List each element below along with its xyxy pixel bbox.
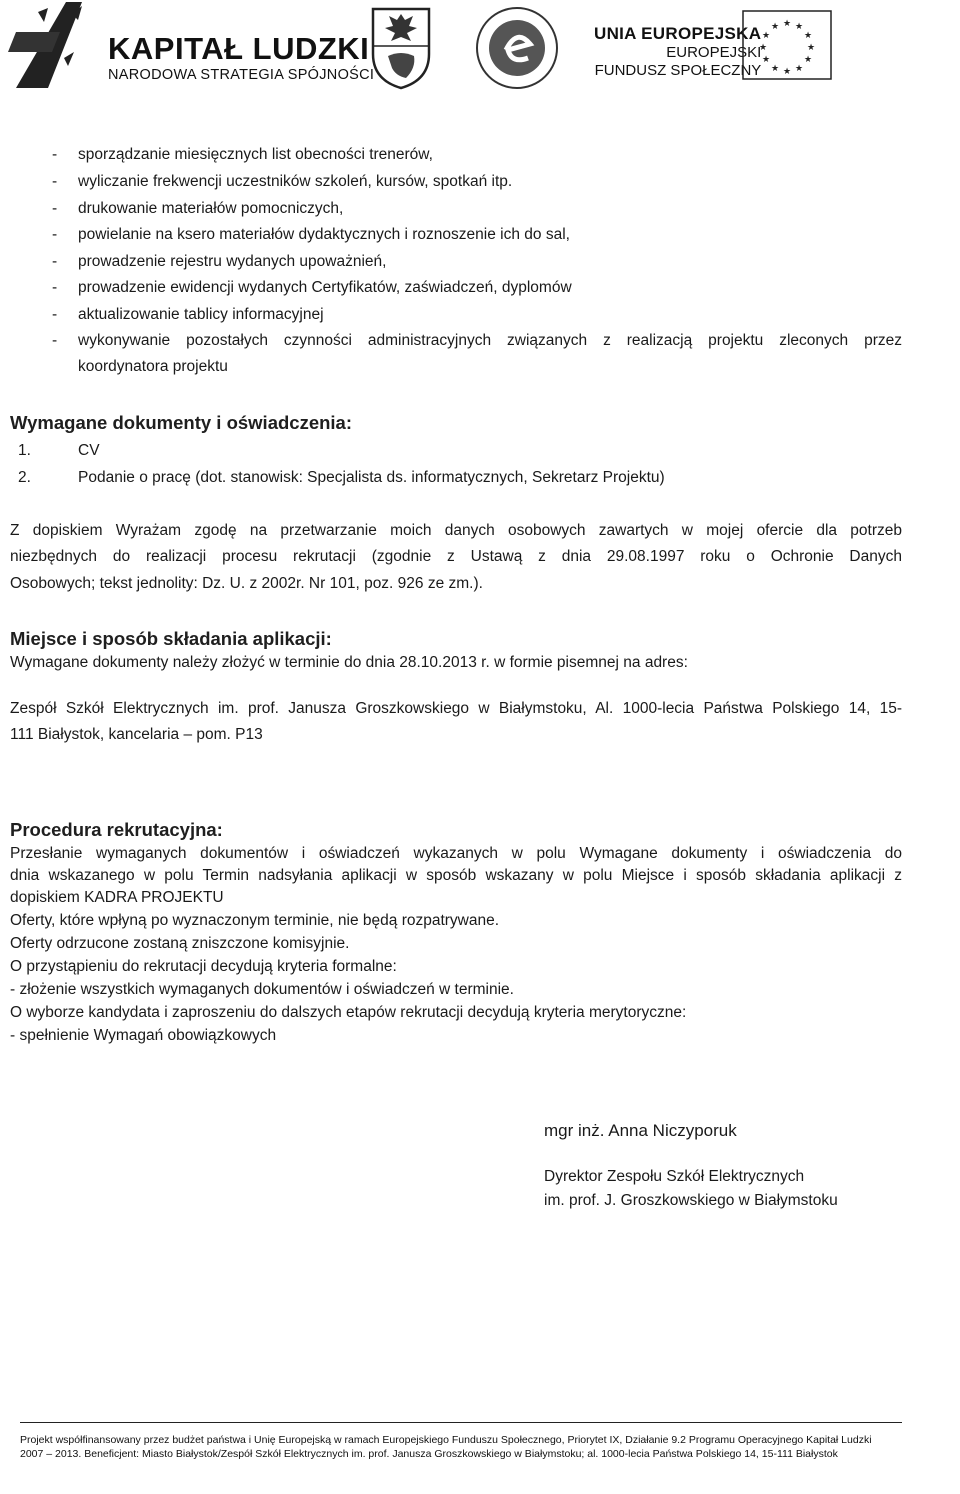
- svg-text:★: ★: [794, 21, 804, 31]
- svg-text:★: ★: [761, 30, 771, 40]
- logo-title: KAPITAŁ LUDZKI: [108, 31, 370, 66]
- footer-line: 2007 – 2013. Beneficjent: Miasto Białystok/Zespół Szkół Elektrycznych im. prof. Janusza Groszkowskiego w Białymstoku; al. 1000-lecia Państwa Polskiego 14, 15-111 Białystok: [20, 1448, 838, 1460]
- svg-text:★: ★: [803, 54, 813, 64]
- signatory-role: im. prof. J. Groszkowskiego w Białymstoku: [544, 1192, 838, 1209]
- svg-text:★: ★: [803, 30, 813, 40]
- document-page: KAPITAŁ LUDZKI NARODOWA STRATEGIA SPÓJNOŚCI UNIA EUROPEJSKA EUROPEJSKI FUNDUSZ SPOŁECZNY ★ ★ ★ ★ ★ ★ ★ ★ ★ ★ ★ ★ - sporządzanie miesięcznych list obecności trenerów, - wyliczanie frekwencji uczestników szkoleń, kursów, spotkań itp. - drukowanie materiałów pomocniczych, - powielanie na ksero materiałów dydaktycznych i roznoszenie ich do sal, - prowadzenie rejestru wydanych upoważnień, - prowadzenie ewidencji wydanych Certyfikatów, zaświadczeń, dyplomów - aktualizowanie tablicy informacyjnej - wykonywanie pozostałych czynności administracyjnych związanych z realizacją projektu zleconych przez koordynatora projektu Wymagane dokumenty i oświadczenia: 1. CV 2. Podanie o pracę (dot. stanowisk: Specjalista ds. informatycznych, Sekretarz Projektu) Z dopiskiem Wyrażam zgodę na przetwarzanie moich danych osobowych zawartych w mojej ofercie dla potrzeb niezbędnych do realizacji procesu rekrutacji (zgodnie z Ustawą z dnia 29.08.1997 roku o Ochronie Danych Osobowych; tekst jednolity: Dz. U. z 2002r. Nr 101, poz. 926 ze zm.). Miejsce i sposób składania aplikacji: Wymagane dokumenty należy złożyć w terminie do dnia 28.10.2013 r. w formie pisemnej na adres: Zespół Szkół Elektrycznych im. prof. Janusza Groszkowskiego w Białymstoku, Al. 1000-lecia Państwa Polskiego 14, 15- 111 Białystok, kancelaria – pom. P13 Procedura rekrutacyjna: Przesłanie wymaganych dokumentów i oświadczeń wykazanych w polu Wymagane dokumenty i oświadczenia do dnia wskazanego w polu Termin nadsyłania aplikacji w sposób wskazany w polu Miejsce i sposób składania aplikacji z dopiskiem KADRA PROJEKTU Oferty, które wpłyną po wyznaczonym terminie, nie będą rozpatrywane. Oferty odrzucone zostaną zniszczone komisyjnie. O przystąpieniu do rekrutacji decydują kryteria formalne: - złożenie wszystkich wymaganych dokumentów i oświadczeń w terminie. O wyborze kandydata i zaproszeniu do dalszych etapów rekrutacji decydują kryteria merytoryczne: - spełnienie Wymagań obowiązkowych mgr inż. Anna Niczyporuk Dyrektor Zespołu Szkół Elektrycznych im. prof. J. Groszkowskiego w Białymstoku Projekt współfinansowany przez budżet państwa i Unię Europejską w ramach Europejskiego Funduszu Społecznego, Priorytet IX, Działanie 9.2 Programu Operacyjnego Kapitał Ludzki 2007 – 2013. Beneficjent: Miasto Białystok/Zespół Szkół Elektrycznych im. prof. Janusza Groszkowskiego w Białymstoku; al. 1000-lecia Państwa Polskiego 14, 15-111 Białystok: [0, 0, 960, 1494]
- address-line: Zespół Szkół Elektrycznych im. prof. Janusza Groszkowskiego w Białymstoku, Al. 1000-lecia Państwa Polskiego 14, 15-: [10, 700, 902, 717]
- svg-text:★: ★: [770, 63, 780, 73]
- svg-text:★: ★: [770, 21, 780, 31]
- procedure-heading: Procedura rekrutacyjna:: [10, 819, 223, 840]
- svg-text:★: ★: [806, 42, 816, 52]
- consent-line: Z dopiskiem Wyrażam zgodę na przetwarzanie moich danych osobowych zawartych w mojej ofercie dla potrzeb: [10, 522, 902, 539]
- svg-text:★: ★: [761, 54, 771, 64]
- procedure-line: dnia wskazanego w polu Termin nadsyłania aplikacji w sposób wskazany w polu Miejsce i sposób składania aplikacji z: [10, 867, 902, 884]
- kapital-ludzki-logo: [8, 2, 375, 88]
- procedure-line: Oferty odrzucone zostaną zniszczone komisyjnie.: [10, 935, 350, 952]
- procedure-line: dopiskiem KADRA PROJEKTU: [10, 889, 224, 906]
- procedure-line: O przystąpieniu do rekrutacji decydują kryteria formalne:: [10, 958, 397, 975]
- school-emblem-icon: [470, 6, 564, 90]
- consent-line: Osobowych; tekst jednolity: Dz. U. z 2002r. Nr 101, poz. 926 ze zm.).: [10, 575, 483, 592]
- svg-text:★: ★: [782, 66, 792, 76]
- eu-title: UNIA EUROPEJSKA: [594, 24, 762, 43]
- eu-fund-line1: EUROPEJSKI: [666, 44, 762, 61]
- bialystok-crest-icon: [370, 6, 432, 90]
- footer-divider: [20, 1422, 902, 1423]
- svg-text:★: ★: [758, 42, 768, 52]
- eu-flag-icon: [742, 10, 832, 80]
- place-heading: Miejsce i sposób składania aplikacji:: [10, 628, 332, 649]
- eu-fund-line2: FUNDUSZ SPOŁECZNY: [594, 62, 762, 79]
- footer-line: Projekt współfinansowany przez budżet państwa i Unię Europejską w ramach Europejskiego Funduszu Społecznego, Priorytet IX, Działanie 9.2 Programu Operacyjnego Kapitał Ludzki: [20, 1434, 872, 1446]
- svg-text:★: ★: [794, 63, 804, 73]
- logo-subtitle: NARODOWA STRATEGIA SPÓJNOŚCI: [108, 67, 375, 83]
- signatory-name: mgr inż. Anna Niczyporuk: [544, 1121, 737, 1140]
- procedure-line: - złożenie wszystkich wymaganych dokumentów i oświadczeń w terminie.: [10, 981, 514, 998]
- star-burst-icon: [8, 2, 104, 88]
- procedure-line: - spełnienie Wymagań obowiązkowych: [10, 1027, 277, 1044]
- eu-label: [594, 24, 761, 80]
- procedure-line: O wyborze kandydata i zaproszeniu do dalszych etapów rekrutacji decydują kryteria merytoryczne:: [10, 1004, 687, 1021]
- address-line: 111 Białystok, kancelaria – pom. P13: [10, 726, 263, 743]
- signatory-role: Dyrektor Zespołu Szkół Elektrycznych: [544, 1168, 805, 1185]
- procedure-line: Przesłanie wymaganych dokumentów i oświadczeń wykazanych w polu Wymagane dokumenty i oświadczenia do: [10, 845, 902, 862]
- deadline-text: Wymagane dokumenty należy złożyć w terminie do dnia 28.10.2013 r. w formie pisemnej na adres:: [10, 654, 688, 671]
- consent-line: niezbędnych do realizacji procesu rekrutacji (zgodnie z Ustawą z dnia 29.08.1997 roku o Ochronie Danych: [10, 548, 902, 565]
- svg-text:★: ★: [782, 18, 792, 28]
- documents-heading: Wymagane dokumenty i oświadczenia:: [10, 412, 352, 433]
- procedure-line: Oferty, które wpłyną po wyznaczonym terminie, nie będą rozpatrywane.: [10, 912, 500, 929]
